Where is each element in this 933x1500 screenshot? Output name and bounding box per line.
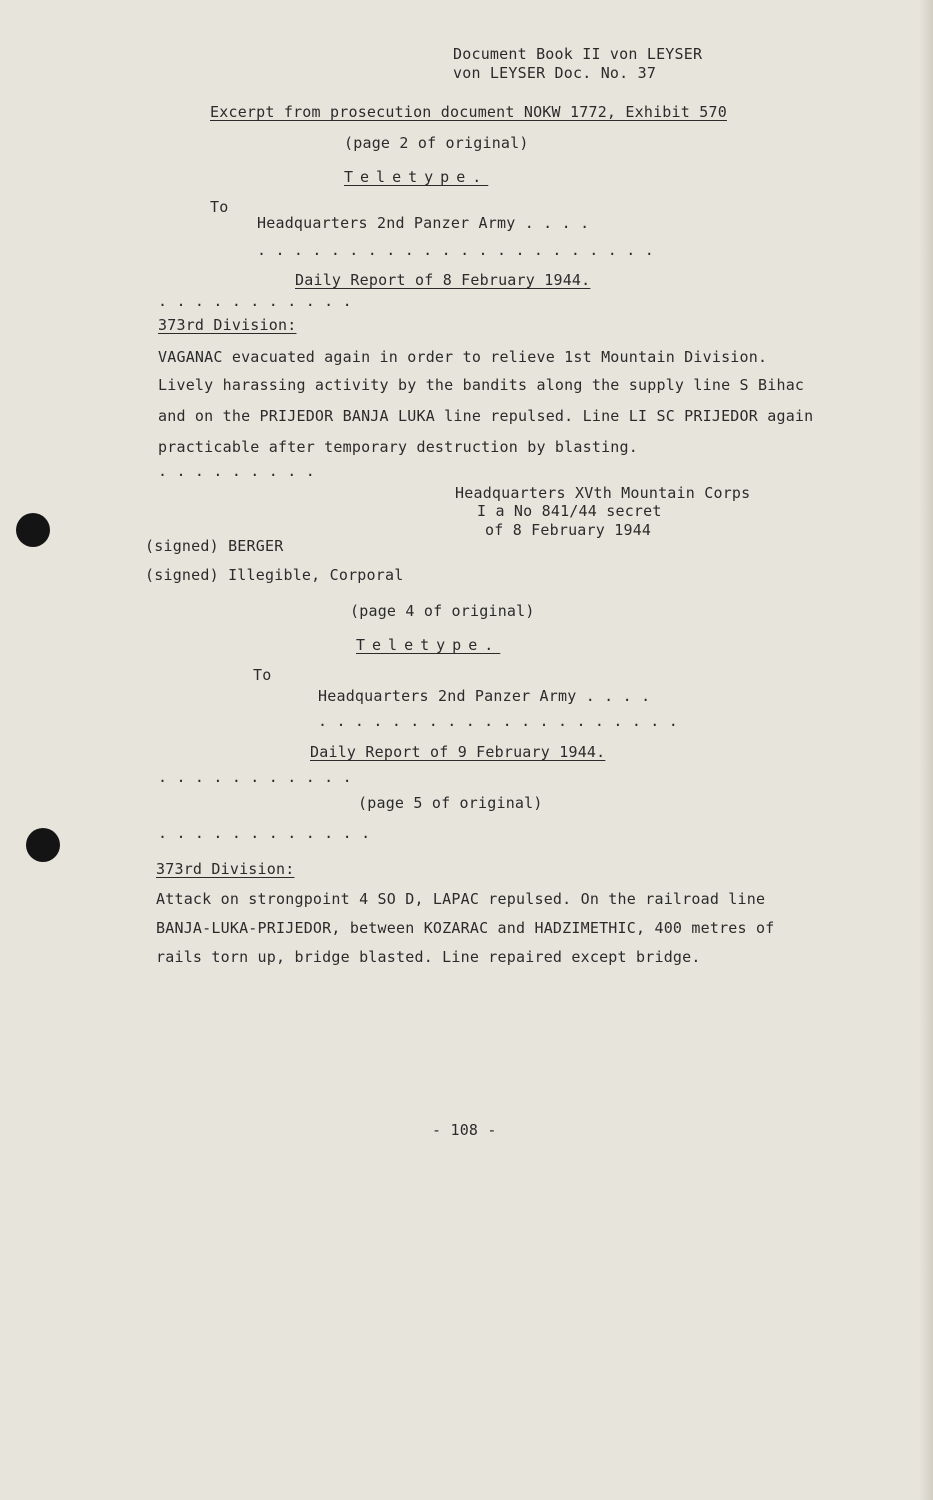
page-ref-4: (page 4 of original) xyxy=(350,602,535,620)
report-1-line-3: and on the PRIJEDOR BANJA LUKA line repulsed. Line LI SC PRIJEDOR again xyxy=(158,407,814,425)
excerpt-title: Excerpt from prosecution document NOKW 1772, Exhibit 570 xyxy=(210,103,727,121)
page-number: - 108 - xyxy=(432,1121,497,1139)
addressee-2: Headquarters 2nd Panzer Army . . . . xyxy=(318,687,651,705)
doc-number-line: von LEYSER Doc. No. 37 xyxy=(453,64,657,82)
page-ref-2: (page 2 of original) xyxy=(344,134,529,152)
origin-line-2: I a No 841/44 secret xyxy=(477,502,662,520)
report-2-line-3: rails torn up, bridge blasted. Line repaired except bridge. xyxy=(156,948,701,966)
dots-separator-2b: . . . . . . . . . . . xyxy=(158,768,352,786)
punch-hole-bottom xyxy=(26,828,60,862)
report-title-2: Daily Report of 9 February 1944. xyxy=(310,743,606,761)
dots-separator-1b: . . . . . . . . . . . xyxy=(158,292,352,310)
signature-1: (signed) BERGER xyxy=(145,537,284,555)
teletype-heading-1: Teletype. xyxy=(344,168,489,186)
page-edge xyxy=(919,0,933,1500)
report-1-line-4: practicable after temporary destruction by blasting. xyxy=(158,438,638,456)
division-heading-2: 373rd Division: xyxy=(156,860,295,878)
dots-separator-2c: . . . . . . . . . . . . xyxy=(158,824,371,842)
report-title-1: Daily Report of 8 February 1944. xyxy=(295,271,591,289)
origin-line-3: of 8 February 1944 xyxy=(485,521,652,539)
report-1-line-1: VAGANAC evacuated again in order to relieve 1st Mountain Division. xyxy=(158,348,768,366)
addressee-1: Headquarters 2nd Panzer Army . . . . xyxy=(257,214,590,232)
report-2-line-1: Attack on strongpoint 4 SO D, LAPAC repulsed. On the railroad line xyxy=(156,890,766,908)
dots-separator-1c: . . . . . . . . . xyxy=(158,462,315,480)
report-2-line-2: BANJA-LUKA-PRIJEDOR, between KOZARAC and HADZIMETHIC, 400 metres of xyxy=(156,919,775,937)
doc-book-line: Document Book II von LEYSER xyxy=(453,45,703,63)
to-label-1: To xyxy=(210,198,229,216)
to-label-2: To xyxy=(253,666,272,684)
report-1-line-2: Lively harassing activity by the bandits along the supply line S Bihac xyxy=(158,376,805,394)
origin-line-1: Headquarters XVth Mountain Corps xyxy=(455,484,751,502)
signature-2: (signed) Illegible, Corporal xyxy=(145,566,404,584)
teletype-heading-2: Teletype. xyxy=(356,636,501,654)
punch-hole-top xyxy=(16,513,50,547)
dots-separator-2a: . . . . . . . . . . . . . . . . . . . . xyxy=(318,712,678,730)
page-ref-5: (page 5 of original) xyxy=(358,794,543,812)
division-heading-1: 373rd Division: xyxy=(158,316,297,334)
dots-separator-1a: . . . . . . . . . . . . . . . . . . . . . . xyxy=(257,241,654,259)
